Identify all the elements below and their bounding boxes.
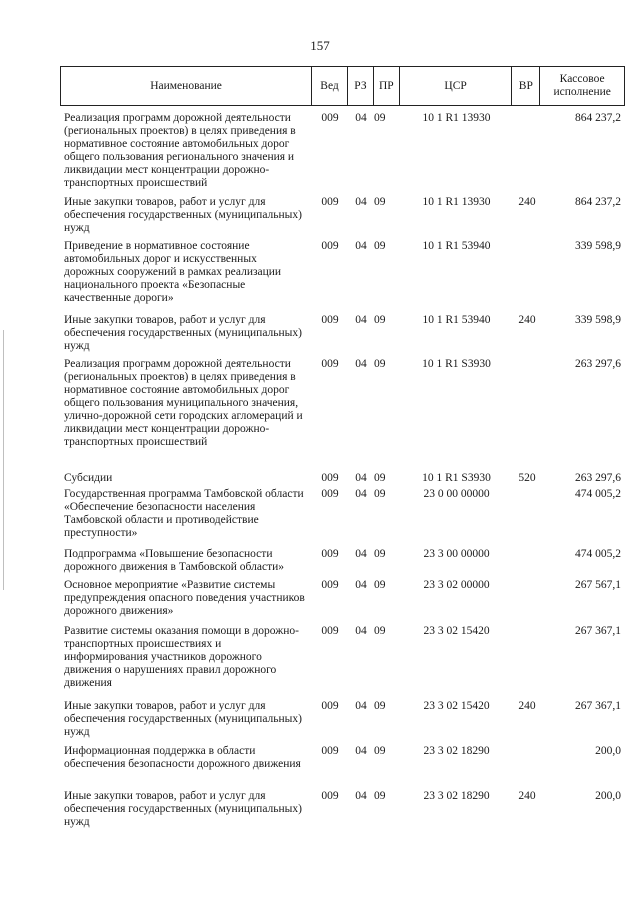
- row-rz: 04: [355, 625, 367, 637]
- row-rz: 04: [355, 472, 367, 484]
- row-rz: 04: [355, 700, 367, 712]
- row-pr: 09: [374, 790, 386, 802]
- row-pr: 09: [374, 314, 386, 326]
- page-number: 157: [310, 38, 330, 53]
- row-rz: 04: [355, 240, 367, 252]
- row-pr: 09: [374, 196, 386, 208]
- row-name: Иные закупки товаров, работ и услуг для обеспечения государственных (муниципальных) нужд: [64, 790, 302, 828]
- row-csr: 23 3 02 00000: [423, 579, 490, 591]
- row-name: Информационная поддержка в области обеспечения безопасности дорожного движения: [64, 745, 301, 770]
- row-name: Субсидии: [64, 472, 113, 484]
- header-csr: ЦСР: [400, 67, 513, 105]
- row-name: Реализация программ дорожной деятельности (региональных проектов) в целях приведения в нормативное состояние автомобильных дорог общего пользования регионального значения и ликвидации мест концентрации дорожно-транспортных происшествий: [64, 112, 296, 189]
- row-csr: 10 1 R1 13930: [422, 112, 491, 124]
- row-kassovoe: 263 297,6: [575, 472, 621, 484]
- row-vr: 240: [518, 314, 536, 326]
- header-ved: Вед: [312, 67, 348, 105]
- row-kassovoe: 474 005,2: [575, 548, 621, 560]
- row-csr: 10 1 R1 S3930: [422, 358, 491, 370]
- row-name: Реализация программ дорожной деятельности (региональных проектов) в целях приведения в нормативное состояние автомобильных дорог общего пользования муниципального значения, улично-дорожной сети городских агломераций и ликвидации мест концентрации дорожно-транспортных происшествий: [64, 358, 303, 448]
- row-ved: 009: [321, 625, 339, 637]
- row-ved: 009: [321, 196, 339, 208]
- row-rz: 04: [355, 790, 367, 802]
- row-name: Основное мероприятие «Развитие системы предупреждения опасного поведения участников дорожного движения»: [64, 579, 305, 617]
- row-ved: 009: [321, 700, 339, 712]
- row-rz: 04: [355, 488, 367, 500]
- row-kassovoe: 339 598,9: [575, 240, 621, 252]
- row-csr: 23 3 00 00000: [423, 548, 490, 560]
- row-ved: 009: [321, 314, 339, 326]
- row-ved: 009: [321, 579, 339, 591]
- row-pr: 09: [374, 625, 386, 637]
- row-pr: 09: [374, 112, 386, 124]
- row-kassovoe: 200,0: [595, 790, 621, 802]
- row-pr: 09: [374, 579, 386, 591]
- row-kassovoe: 339 598,9: [575, 314, 621, 326]
- row-pr: 09: [374, 358, 386, 370]
- row-rz: 04: [355, 579, 367, 591]
- row-rz: 04: [355, 745, 367, 757]
- row-kassovoe: 267 367,1: [575, 700, 621, 712]
- row-ved: 009: [321, 548, 339, 560]
- row-csr: 10 1 R1 53940: [422, 240, 491, 252]
- row-pr: 09: [374, 472, 386, 484]
- row-csr: 23 3 02 15420: [423, 625, 490, 637]
- row-name: Иные закупки товаров, работ и услуг для обеспечения государственных (муниципальных) нужд: [64, 196, 302, 234]
- header-vr: ВР: [512, 67, 540, 105]
- row-rz: 04: [355, 314, 367, 326]
- row-vr: 240: [518, 790, 536, 802]
- row-kassovoe: 263 297,6: [575, 358, 621, 370]
- row-ved: 009: [321, 240, 339, 252]
- row-pr: 09: [374, 548, 386, 560]
- row-name: Иные закупки товаров, работ и услуг для обеспечения государственных (муниципальных) нужд: [64, 700, 302, 738]
- row-vr: 240: [518, 700, 536, 712]
- row-ved: 009: [321, 472, 339, 484]
- row-ved: 009: [321, 488, 339, 500]
- row-ved: 009: [321, 745, 339, 757]
- row-csr: 23 3 02 15420: [423, 700, 490, 712]
- row-kassovoe: 864 237,2: [575, 196, 621, 208]
- row-ved: 009: [321, 358, 339, 370]
- row-name: Иные закупки товаров, работ и услуг для обеспечения государственных (муниципальных) нужд: [64, 314, 302, 352]
- header-rz: РЗ: [348, 67, 374, 105]
- row-name: Приведение в нормативное состояние автомобильных дорог и искусственных дорожных сооружений в рамках реализации национального проекта «Безопасные качественные дороги»: [64, 240, 282, 304]
- row-name: Государственная программа Тамбовской области «Обеспечение безопасности населения Тамбовской области и противодействие преступности»: [64, 488, 304, 539]
- row-name: Развитие системы оказания помощи в дорожно-транспортных происшествиях и информирования участников дорожного движения о нарушениях правил дорожного движения: [64, 625, 299, 689]
- row-pr: 09: [374, 745, 386, 757]
- row-ved: 009: [321, 112, 339, 124]
- table-header: [60, 66, 625, 106]
- header-name: Наименование: [61, 67, 312, 105]
- row-pr: 09: [374, 700, 386, 712]
- row-vr: 520: [518, 472, 536, 484]
- row-rz: 04: [355, 196, 367, 208]
- row-rz: 04: [355, 358, 367, 370]
- row-vr: 240: [518, 196, 536, 208]
- row-csr: 10 1 R1 13930: [422, 196, 491, 208]
- row-csr: 23 3 02 18290: [423, 790, 490, 802]
- row-rz: 04: [355, 112, 367, 124]
- row-csr: 23 3 02 18290: [423, 745, 490, 757]
- row-rz: 04: [355, 548, 367, 560]
- row-kassovoe: 200,0: [595, 745, 621, 757]
- row-pr: 09: [374, 240, 386, 252]
- row-kassovoe: 864 237,2: [575, 112, 621, 124]
- row-kassovoe: 267 567,1: [575, 579, 621, 591]
- row-csr: 23 0 00 00000: [423, 488, 490, 500]
- header-pr: ПР: [374, 67, 400, 105]
- scan-edge-mark: [3, 330, 4, 590]
- row-name: Подпрограмма «Повышение безопасности дорожного движения в Тамбовской области»: [64, 548, 284, 573]
- row-ved: 009: [321, 790, 339, 802]
- row-kassovoe: 267 367,1: [575, 625, 621, 637]
- row-pr: 09: [374, 488, 386, 500]
- row-csr: 10 1 R1 53940: [422, 314, 491, 326]
- header-kassovoe: Кассовое исполнение: [553, 73, 611, 98]
- row-csr: 10 1 R1 S3930: [422, 472, 491, 484]
- row-kassovoe: 474 005,2: [575, 488, 621, 500]
